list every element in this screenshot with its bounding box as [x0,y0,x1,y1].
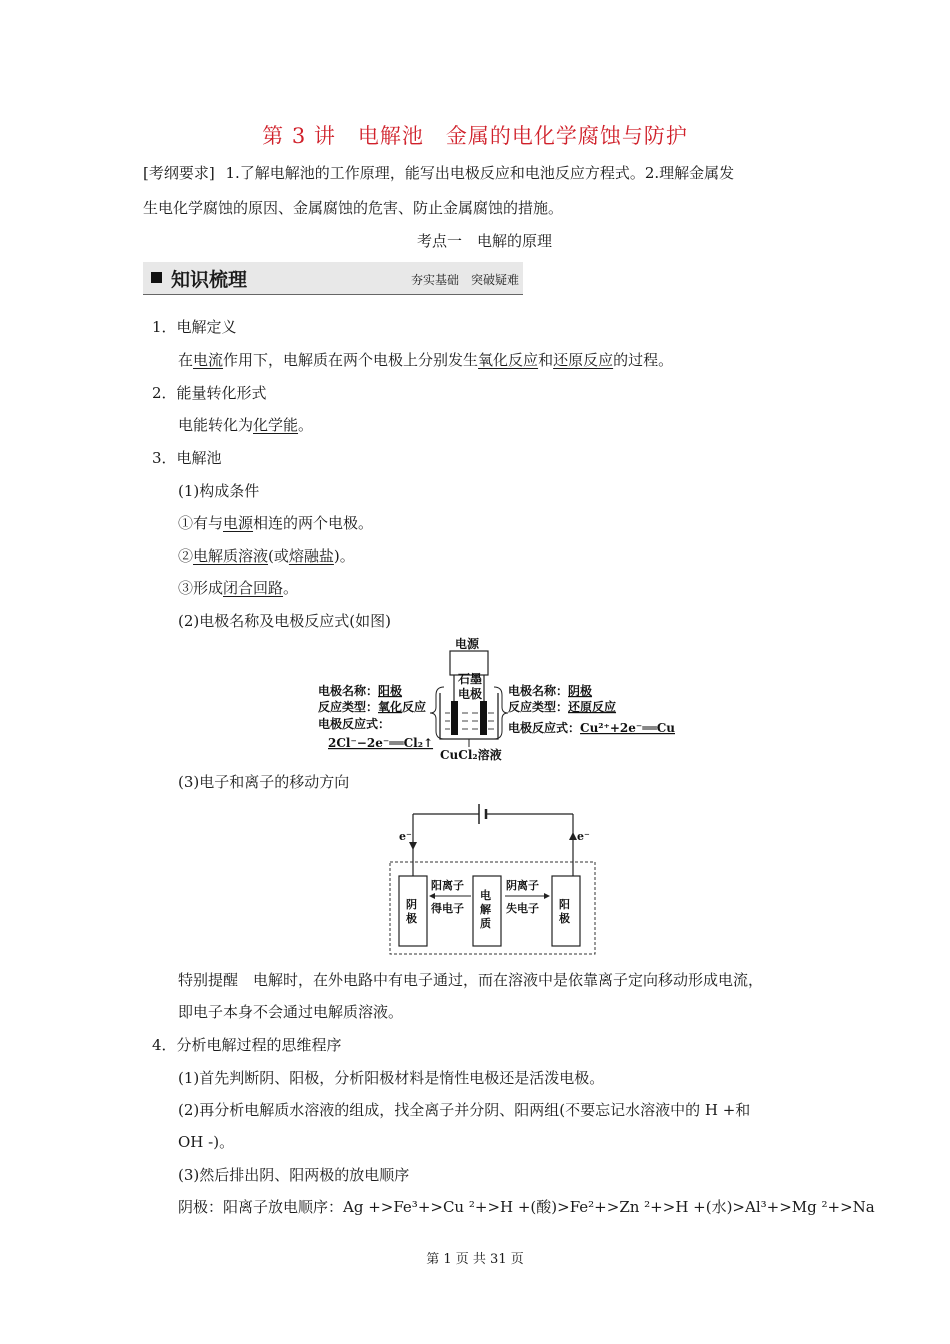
right-electrode-name: 阴极 [568,684,593,698]
cation-label: 阳离子 [431,879,464,892]
exam-requirements-line2: 生电化学腐蚀的原因、金属腐蚀的危害、防止金属腐蚀的措施。 [143,199,564,217]
tip-line1: 特别提醒 电解时，在外电路中有电子通过，而在溶液中是依靠离子定向移动形成电流， [178,971,764,989]
cathode-box [399,876,427,946]
electrolyte-char-3: 质 [480,917,491,930]
svg-text:反应类型：氧化反应: 反应类型：氧化反应 [318,700,427,714]
electrolyte-char-2: 解 [480,903,491,916]
svg-text:电极反应式：Cu²⁺+2e⁻══Cu: 电极反应式：Cu²⁺+2e⁻══Cu [508,721,675,735]
graphite-label-1: 石墨 [458,672,483,686]
s2-heading: 2．能量转化形式 [152,384,267,402]
s3-conditions-heading: (1)构成条件 [178,482,260,500]
s3-condition-2: ②电解质溶液(或熔融盐)。 [178,547,355,565]
page-footer: 第 1 页 共 31 页 [426,1252,524,1267]
exam-requirements-text: 1.了解电解池的工作原理，能写出电极反应和电池反应方程式。2.理解金属发 [225,164,735,182]
page-title: 第 3 讲 电解池 金属的电化学腐蚀与防护 [262,124,688,148]
cathode-char-2: 极 [406,912,417,925]
anion-label: 阴离子 [506,879,539,892]
graphite-label-2: 电极 [458,687,483,701]
s3-movement-heading: (3)电子和离子的移动方向 [178,773,350,791]
left-equation-label: 电极反应式： [318,717,391,731]
s4-p2b: OH -)。 [178,1133,235,1151]
power-source-label: 电源 [455,637,480,651]
anode-electrode [451,701,458,735]
s2-paragraph: 电能转化为化学能。 [178,416,314,434]
left-reaction-type: 氧化 [378,700,403,714]
s1-heading: 1．电解定义 [152,318,237,336]
cathode-char-1: 阴 [406,898,417,911]
tip-line2: 即电子本身不会通过电解质溶液。 [178,1003,404,1021]
section-title: 知识梳理 [171,269,248,291]
electrolysis-cell-diagram [300,635,680,765]
svg-text:反应类型：还原反应: 反应类型：还原反应 [508,700,617,714]
anode-char-1: 阳 [559,898,570,911]
left-electrode-name: 阳极 [378,684,403,698]
electrolyte-char-1: 电 [480,889,491,902]
electron-label-right: e⁻ [577,830,590,843]
svg-text:电极名称：阴极: 电极名称：阴极 [508,684,593,698]
section-subtitle: 夯实基础 突破疑难 [410,273,519,287]
s3-condition-1: ①有与电源相连的两个电极。 [178,514,374,532]
exam-requirements-tag: [考纲要求] [143,164,215,182]
anode-box [552,876,580,946]
s1-paragraph: 在电流作用下，电解质在两个电极上分别发生氧化反应和还原反应的过程。 [178,351,674,369]
square-bullet-icon [151,272,162,283]
s3-heading: 3．电解池 [152,449,222,467]
ion-movement-diagram [385,800,600,960]
kaodian-heading: 考点一 电解的原理 [417,232,553,250]
anode-char-2: 极 [559,912,570,925]
left-equation: 2Cl⁻−2e⁻══Cl₂↑ [328,736,434,750]
section-bar [143,262,523,295]
exam-requirements-line1 [143,158,734,189]
s4-heading: 4．分析电解过程的思维程序 [152,1036,342,1054]
s4-p2a: (2)再分析电解质水溶液的组成，找全离子并分阴、阳两组(不要忘记水溶液中的 H +和 [178,1101,751,1119]
svg-text:电极名称：阳极: 电极名称：阳极 [318,684,403,698]
s4-p1: (1)首先判断阴、阳极，分析阳极材料是惰性电极还是活泼电极。 [178,1069,605,1087]
right-equation: Cu²⁺+2e⁻══Cu [580,721,675,735]
s3-condition-3: ③形成闭合回路。 [178,579,299,597]
lose-electron-label: 失电子 [506,902,539,915]
gain-electron-label: 得电子 [431,902,464,915]
cathode-electrode [480,701,487,735]
s4-p3: (3)然后排出阴、阳两极的放电顺序 [178,1166,410,1184]
electron-label-left: e⁻ [399,830,412,843]
right-reaction-type: 还原反应 [568,700,617,714]
solution-label: CuCl₂溶液 [440,748,502,762]
s3-electrode-heading: (2)电极名称及电极反应式(如图) [178,612,391,630]
s4-p4: 阴极：阳离子放电顺序：Ag +>Fe³+>Cu ²+>H +(酸)>Fe²+>Zn ²+>H +(水)>Al³+>Mg ²+>Na [178,1198,875,1216]
